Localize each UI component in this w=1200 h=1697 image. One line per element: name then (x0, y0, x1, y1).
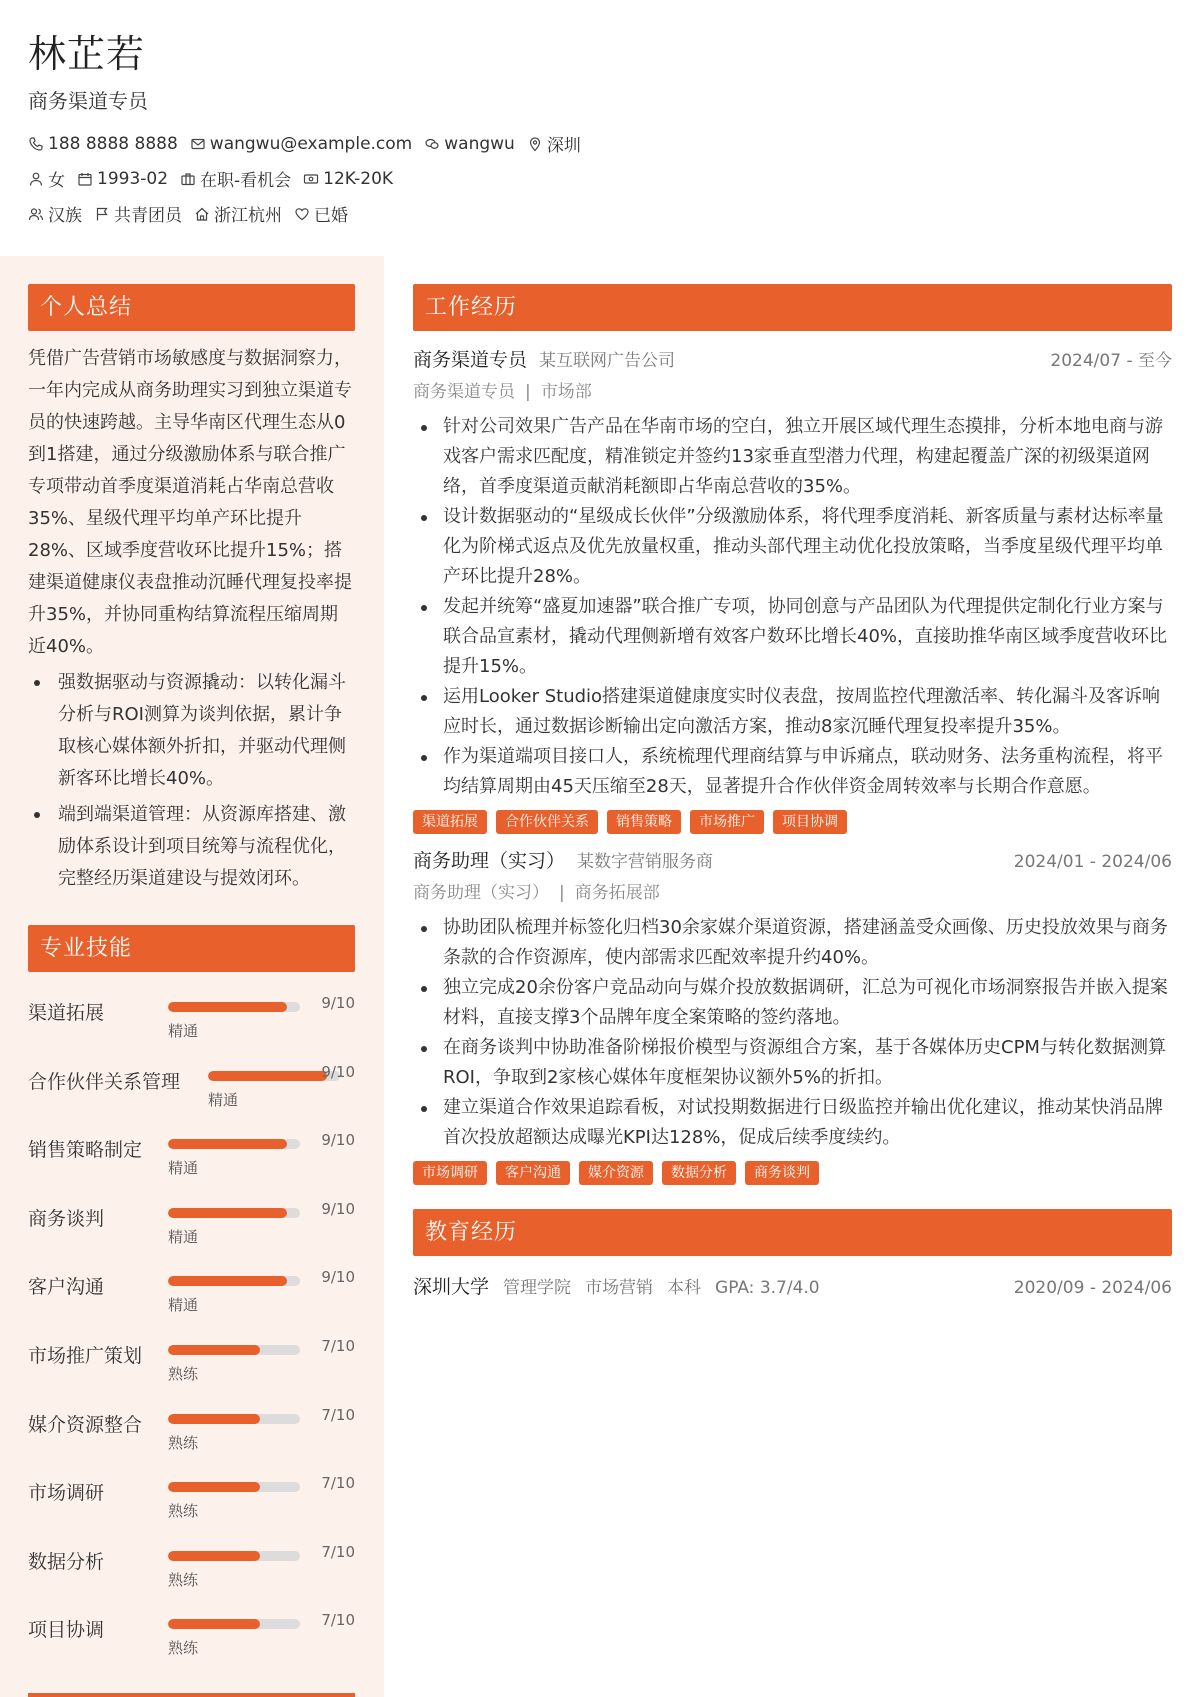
skill-level: 精通 (168, 1022, 199, 1040)
education-date: 2020/09 - 2024/06 (1013, 1278, 1172, 1298)
skill-progress-fill (168, 1002, 287, 1012)
job-bullet: 发起并统筹“盛夏加速器”联合推广专项，协同创意与产品团队为代理提供定制化行业方案与联合品宣素材，撬动代理侧新增有效客户数环比增长40%，直接助推华南区域季度营收环比提升15%。 (413, 592, 1172, 682)
skill-row (28, 1051, 355, 1120)
job-bullet: 运用Looker Studio搭建渠道健康度实时仪表盘，按周监控代理激活率、转化漏斗及客诉响应时长，通过数据诊断输出定向激活方案，推动8家沉睡代理复投率提升35%。 (413, 682, 1172, 742)
phone-item (28, 134, 178, 154)
education-entry (413, 1272, 1172, 1299)
political-item (94, 201, 182, 226)
summary-heading: 个人总结 (28, 284, 355, 331)
job-entry (413, 846, 1172, 1185)
skill-level: 精通 (208, 1090, 239, 1109)
job-title-left (413, 345, 675, 372)
job-department: 市场部 (540, 382, 592, 402)
skills-heading: 专业技能 (28, 925, 355, 972)
job-company: 某数字营销服务商 (577, 852, 714, 872)
skill-tag: 市场调研 (413, 1161, 487, 1185)
skill-score: 7/10 (321, 1405, 355, 1424)
summary-points (28, 667, 355, 895)
location-item (527, 131, 581, 156)
skill-progress-bar (168, 1276, 300, 1286)
job-department: 商务拓展部 (574, 883, 660, 903)
separator: | (525, 382, 531, 402)
skill-progress-fill (168, 1551, 260, 1561)
salary-item (303, 169, 393, 189)
skill-row (28, 1394, 355, 1463)
skill-progress-fill (168, 1276, 287, 1286)
skill-level: 熟练 (168, 1570, 199, 1589)
skill-tag: 媒介资源 (579, 1161, 653, 1185)
location-pin-icon (527, 136, 543, 152)
job-bullet: 在商务谈判中协助准备阶梯报价模型与资源组合方案，基于各媒体历史CPM与转化数据测算ROI，争取到2家核心媒体年度框架协议额外5%的折扣。 (413, 1033, 1172, 1093)
skill-progress-fill (168, 1482, 260, 1492)
ethnicity-text: 汉族 (48, 206, 82, 226)
money-icon (303, 171, 319, 187)
job-bullet: 针对公司效果广告产品在华南市场的空白，独立开展区域代理生态摸排，分析本地电商与游戏客户需求匹配度，精准锁定并签约13家垂直型潜力代理，构建起覆盖广深的初级渠道网络，首季度渠道贡献消耗额即占华南总营收的35%。 (413, 412, 1172, 502)
job-company: 某互联网广告公司 (539, 351, 676, 371)
skill-level: 熟练 (168, 1639, 199, 1658)
contact-row (28, 126, 1168, 161)
skill-name: 合作伙伴关系管理 (28, 1070, 181, 1093)
job-tags (413, 1161, 1172, 1185)
skill-progress-bar (208, 1071, 340, 1081)
skill-progress-bar (168, 1551, 300, 1561)
resume-header (28, 28, 1168, 231)
skill-score: 7/10 (321, 1542, 355, 1561)
job-bullet: 独立完成20余份客户竞品动向与媒介投放数据调研，汇总为可视化市场洞察报告并嵌入提案材料，直接支撑3个品牌年度全案策略的签约落地。 (413, 973, 1172, 1033)
skill-progress-bar (168, 1139, 300, 1149)
skill-name: 渠道拓展 (28, 1002, 105, 1024)
skill-score: 7/10 (321, 1611, 355, 1630)
skill-score: 7/10 (321, 1336, 355, 1355)
next-section-heading-edge (28, 1693, 355, 1697)
skill-row (28, 1256, 355, 1325)
skill-score: 7/10 (321, 1474, 355, 1493)
status-item (180, 166, 291, 191)
skill-progress-bar (168, 1345, 300, 1355)
skill-row (28, 1599, 355, 1668)
skill-tag: 合作伙伴关系 (496, 810, 598, 834)
summary-point: 强数据驱动与资源撬动：以转化漏斗分析与ROI测算为谈判依据，累计争取核心媒体额外折扣，并驱动代理侧新客环比增长40%。 (28, 667, 355, 795)
skill-level: 精通 (168, 1159, 199, 1178)
skill-progress-bar (168, 1208, 300, 1218)
job-bullet: 作为渠道端项目接口人，系统梳理代理商结算与申诉痛点，联动财务、法务重构流程，将平均结算周期由45天压缩至28天，显著提升合作伙伴资金周转效率与长期合作意愿。 (413, 742, 1172, 802)
skill-name: 销售策略制定 (28, 1139, 143, 1162)
college-name: 管理学院 (503, 1278, 572, 1298)
education-left (413, 1272, 820, 1299)
job-bullets (413, 412, 1172, 802)
location-text: 深圳 (546, 136, 581, 156)
job-title: 商务助理（实习） (413, 850, 566, 872)
candidate-role: 商务渠道专员 (28, 89, 148, 113)
degree-name: 本科 (667, 1278, 702, 1298)
skill-progress-bar (168, 1414, 300, 1424)
skill-row (28, 1325, 355, 1394)
skill-score: 9/10 (321, 1199, 355, 1218)
wechat-icon (424, 136, 440, 152)
email-item (190, 134, 412, 154)
skill-level: 熟练 (168, 1502, 199, 1521)
hometown-text: 浙江杭州 (214, 206, 282, 226)
political-text: 共青团员 (114, 206, 182, 226)
phone-icon (28, 136, 44, 152)
summary-paragraph: 凭借广告营销市场敏感度与数据洞察力，一年内完成从商务助理实习到独立渠道专员的快速跨越。主导华南区代理生态从0到1搭建，通过分级激励体系与联合推广专项带动首季度渠道消耗占华南总营收35%、星级代理平均单产环比提升28%、区域季度营收环比提升15%；搭建渠道健康仪表盘推动沉睡代理复投率提升35%，并协同重构结算流程压缩周期近40%。 (28, 348, 352, 657)
skill-progress-bar (168, 1482, 300, 1492)
skills-list (28, 982, 355, 1668)
job-position: 商务助理（实习） (413, 883, 549, 903)
skill-progress-fill (168, 1139, 287, 1149)
wechat-item (424, 134, 515, 154)
skill-row (28, 1119, 355, 1188)
skill-row (28, 1462, 355, 1531)
briefcase-icon (180, 171, 196, 187)
wechat-text: wangwu (444, 133, 515, 154)
skill-tag: 数据分析 (662, 1161, 736, 1185)
skill-score: 9/10 (321, 1062, 355, 1081)
email-text: wangwu@example.com (209, 133, 413, 154)
ethnicity-item (28, 201, 82, 226)
job-date: 2024/01 - 2024/06 (1013, 852, 1172, 872)
job-bullet: 协助团队梳理并标签化归档30余家媒介渠道资源，搭建涵盖受众画像、历史投放效果与商务条款的合作资源库，使内部需求匹配效率提升约40%。 (413, 913, 1172, 973)
work-heading: 工作经历 (413, 284, 1172, 331)
skill-name: 数据分析 (28, 1550, 105, 1573)
personal-row-2 (28, 196, 1168, 231)
job-title-row (413, 846, 1172, 873)
summary-point: 端到端渠道管理：从资源库搭建、激励体系设计到项目统筹与流程优化，完整经历渠道建设与提效闭环。 (28, 799, 355, 895)
job-position: 商务渠道专员 (413, 382, 515, 402)
birth-item (77, 169, 168, 189)
skill-name: 商务谈判 (28, 1207, 105, 1230)
job-date: 2024/07 - 至今 (1050, 351, 1172, 371)
skill-progress-fill (168, 1414, 260, 1424)
gender-item (28, 166, 65, 191)
job-title-row (413, 345, 1172, 372)
job-subline (413, 380, 1172, 404)
skill-tag: 商务谈判 (745, 1161, 819, 1185)
job-tags (413, 810, 1172, 834)
skill-name: 项目协调 (28, 1619, 105, 1642)
skill-name: 媒介资源整合 (28, 1413, 143, 1436)
skill-progress-fill (168, 1345, 260, 1355)
marital-item (294, 201, 348, 226)
sidebar-content (28, 284, 355, 1668)
skill-name: 市场调研 (28, 1482, 105, 1505)
hometown-item (194, 201, 282, 226)
people-icon (28, 206, 44, 222)
skill-progress-fill (168, 1619, 260, 1629)
marital-text: 已婚 (314, 206, 348, 226)
skill-name: 市场推广策划 (28, 1344, 143, 1367)
skill-tag: 市场推广 (690, 810, 764, 834)
salary-text: 12K-20K (323, 168, 394, 189)
skill-row (28, 1188, 355, 1257)
skill-progress-bar (168, 1002, 300, 1012)
separator: | (559, 883, 565, 903)
skill-level: 精通 (168, 1227, 199, 1246)
mail-icon (190, 136, 206, 152)
skill-tag: 客户沟通 (496, 1161, 570, 1185)
skill-progress-bar (168, 1619, 300, 1629)
gpa-text: GPA: 3.7/4.0 (715, 1278, 820, 1298)
skill-level: 精通 (168, 1296, 199, 1315)
skill-level: 熟练 (168, 1364, 199, 1383)
person-icon (28, 171, 44, 187)
heart-icon (294, 206, 310, 222)
skill-tag: 项目协调 (773, 810, 847, 834)
flag-icon (94, 206, 110, 222)
status-text: 在职-看机会 (200, 171, 292, 191)
calendar-icon (77, 171, 93, 187)
main-content (413, 284, 1172, 1299)
skill-row (28, 982, 355, 1051)
skill-tag: 渠道拓展 (413, 810, 487, 834)
job-entry (413, 345, 1172, 834)
skill-score: 9/10 (321, 994, 355, 1012)
gender-text: 女 (48, 171, 65, 191)
skill-score: 9/10 (321, 1268, 355, 1287)
personal-row-1 (28, 161, 1168, 196)
skill-progress-fill (208, 1071, 327, 1081)
skill-row (28, 1531, 355, 1600)
birth-text: 1993-02 (97, 168, 169, 189)
education-heading: 教育经历 (413, 1209, 1172, 1256)
job-subline (413, 881, 1172, 905)
job-bullet: 建立渠道合作效果追踪看板，对试投期数据进行日级监控并输出优化建议，推动某快消品牌首次投放超额达成曝光KPI达128%，促成后续季度续约。 (413, 1093, 1172, 1153)
skill-name: 客户沟通 (28, 1276, 105, 1299)
skill-tag: 销售策略 (607, 810, 681, 834)
school-name: 深圳大学 (413, 1276, 490, 1298)
sidebar (0, 256, 384, 1697)
job-title: 商务渠道专员 (413, 349, 528, 371)
job-bullets (413, 913, 1172, 1153)
major-name: 市场营销 (585, 1278, 654, 1298)
home-icon (194, 206, 210, 222)
job-title-left (413, 846, 713, 873)
skill-score: 9/10 (321, 1131, 355, 1150)
job-bullet: 设计数据驱动的“星级成长伙伴”分级激励体系，将代理季度消耗、新客质量与素材达标率量化为阶梯式返点及优先放量权重，推动头部代理主动优化投放策略，当季度星级代理平均单产环比提升28%。 (413, 502, 1172, 592)
skill-level: 熟练 (168, 1433, 199, 1452)
candidate-name: 林芷若 (28, 32, 146, 76)
skill-progress-fill (168, 1208, 287, 1218)
phone-text: 188 8888 8888 (48, 133, 178, 154)
